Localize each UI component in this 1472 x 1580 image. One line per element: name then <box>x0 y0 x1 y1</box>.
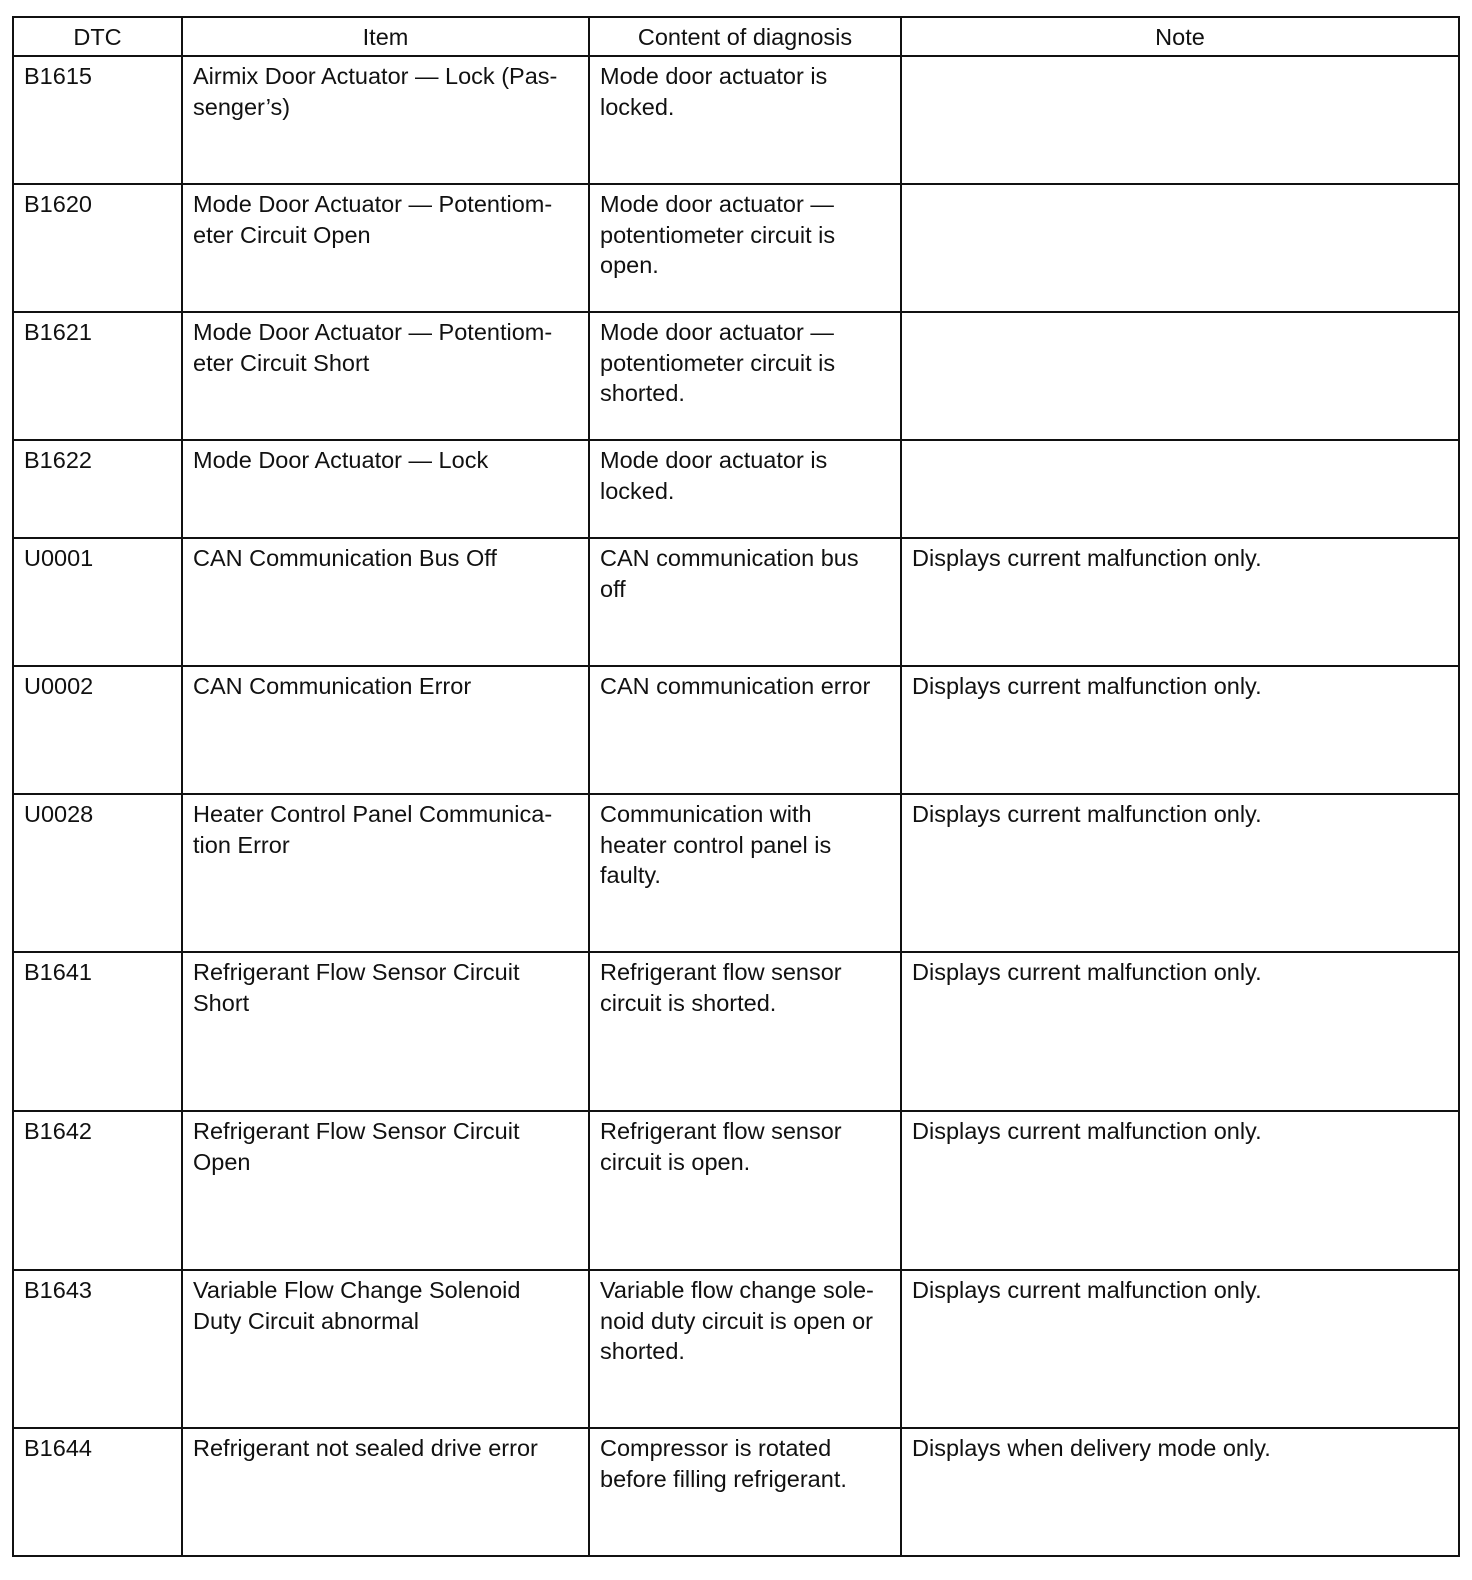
cell-content-of-diagnosis: Refrigerant flow sensor circuit is open. <box>589 1111 901 1270</box>
table-header-row <box>13 17 1459 56</box>
cell-note: Displays current malfunction only. <box>901 794 1459 952</box>
cell-dtc: B1621 <box>13 312 182 440</box>
table-row <box>13 440 1459 538</box>
cell-dtc: B1644 <box>13 1428 182 1556</box>
cell-note <box>901 184 1459 312</box>
cell-dtc: B1642 <box>13 1111 182 1270</box>
cell-note <box>901 440 1459 538</box>
cell-content-of-diagnosis: Refrigerant flow sensor circuit is shorted. <box>589 952 901 1111</box>
cell-dtc: U0002 <box>13 666 182 794</box>
cell-item: Refrigerant not sealed drive error <box>182 1428 589 1556</box>
table-row <box>13 794 1459 952</box>
cell-item: Mode Door Actuator — Lock <box>182 440 589 538</box>
table-row <box>13 538 1459 666</box>
header-content-of-diagnosis: Content of diagnosis <box>589 17 901 56</box>
cell-content-of-diagnosis: Mode door actuator is locked. <box>589 440 901 538</box>
cell-item: Refrigerant Flow Sensor Circuit Short <box>182 952 589 1111</box>
header-dtc: DTC <box>13 17 182 56</box>
cell-content-of-diagnosis: CAN communication bus off <box>589 538 901 666</box>
cell-content-of-diagnosis: Compressor is rotated before filling refrigerant. <box>589 1428 901 1556</box>
cell-content-of-diagnosis: CAN communication error <box>589 666 901 794</box>
cell-dtc: B1615 <box>13 56 182 184</box>
table-row <box>13 1428 1459 1556</box>
cell-note: Displays current malfunction only. <box>901 666 1459 794</box>
cell-content-of-diagnosis: Mode door actuator — potentiometer circuit is shorted. <box>589 312 901 440</box>
cell-note: Displays current malfunction only. <box>901 952 1459 1111</box>
cell-dtc: U0028 <box>13 794 182 952</box>
cell-dtc: B1620 <box>13 184 182 312</box>
cell-content-of-diagnosis: Mode door actuator — potentiometer circuit is open. <box>589 184 901 312</box>
cell-item: Variable Flow Change Solenoid Duty Circuit abnormal <box>182 1270 589 1428</box>
table-row <box>13 56 1459 184</box>
cell-note: Displays when delivery mode only. <box>901 1428 1459 1556</box>
cell-note <box>901 56 1459 184</box>
cell-note <box>901 312 1459 440</box>
table-row <box>13 184 1459 312</box>
cell-item: Heater Control Panel Communica- tion Error <box>182 794 589 952</box>
cell-note: Displays current malfunction only. <box>901 538 1459 666</box>
header-item: Item <box>182 17 589 56</box>
cell-content-of-diagnosis: Mode door actuator is locked. <box>589 56 901 184</box>
table-row <box>13 952 1459 1111</box>
cell-item: Mode Door Actuator — Potentiom- eter Circuit Short <box>182 312 589 440</box>
table-row <box>13 312 1459 440</box>
cell-item: CAN Communication Error <box>182 666 589 794</box>
cell-dtc: U0001 <box>13 538 182 666</box>
cell-note: Displays current malfunction only. <box>901 1111 1459 1270</box>
table-row <box>13 1270 1459 1428</box>
cell-note: Displays current malfunction only. <box>901 1270 1459 1428</box>
cell-item: Mode Door Actuator — Potentiom- eter Circuit Open <box>182 184 589 312</box>
cell-item: CAN Communication Bus Off <box>182 538 589 666</box>
cell-content-of-diagnosis: Variable flow change sole- noid duty circuit is open or shorted. <box>589 1270 901 1428</box>
cell-content-of-diagnosis: Communication with heater control panel is faulty. <box>589 794 901 952</box>
cell-dtc: B1641 <box>13 952 182 1111</box>
table-row <box>13 666 1459 794</box>
table-body <box>13 56 1459 1556</box>
dtc-table <box>12 16 1460 1557</box>
cell-dtc: B1643 <box>13 1270 182 1428</box>
cell-item: Refrigerant Flow Sensor Circuit Open <box>182 1111 589 1270</box>
cell-dtc: B1622 <box>13 440 182 538</box>
header-note: Note <box>901 17 1459 56</box>
table-row <box>13 1111 1459 1270</box>
cell-item: Airmix Door Actuator — Lock (Pas- senger’s) <box>182 56 589 184</box>
